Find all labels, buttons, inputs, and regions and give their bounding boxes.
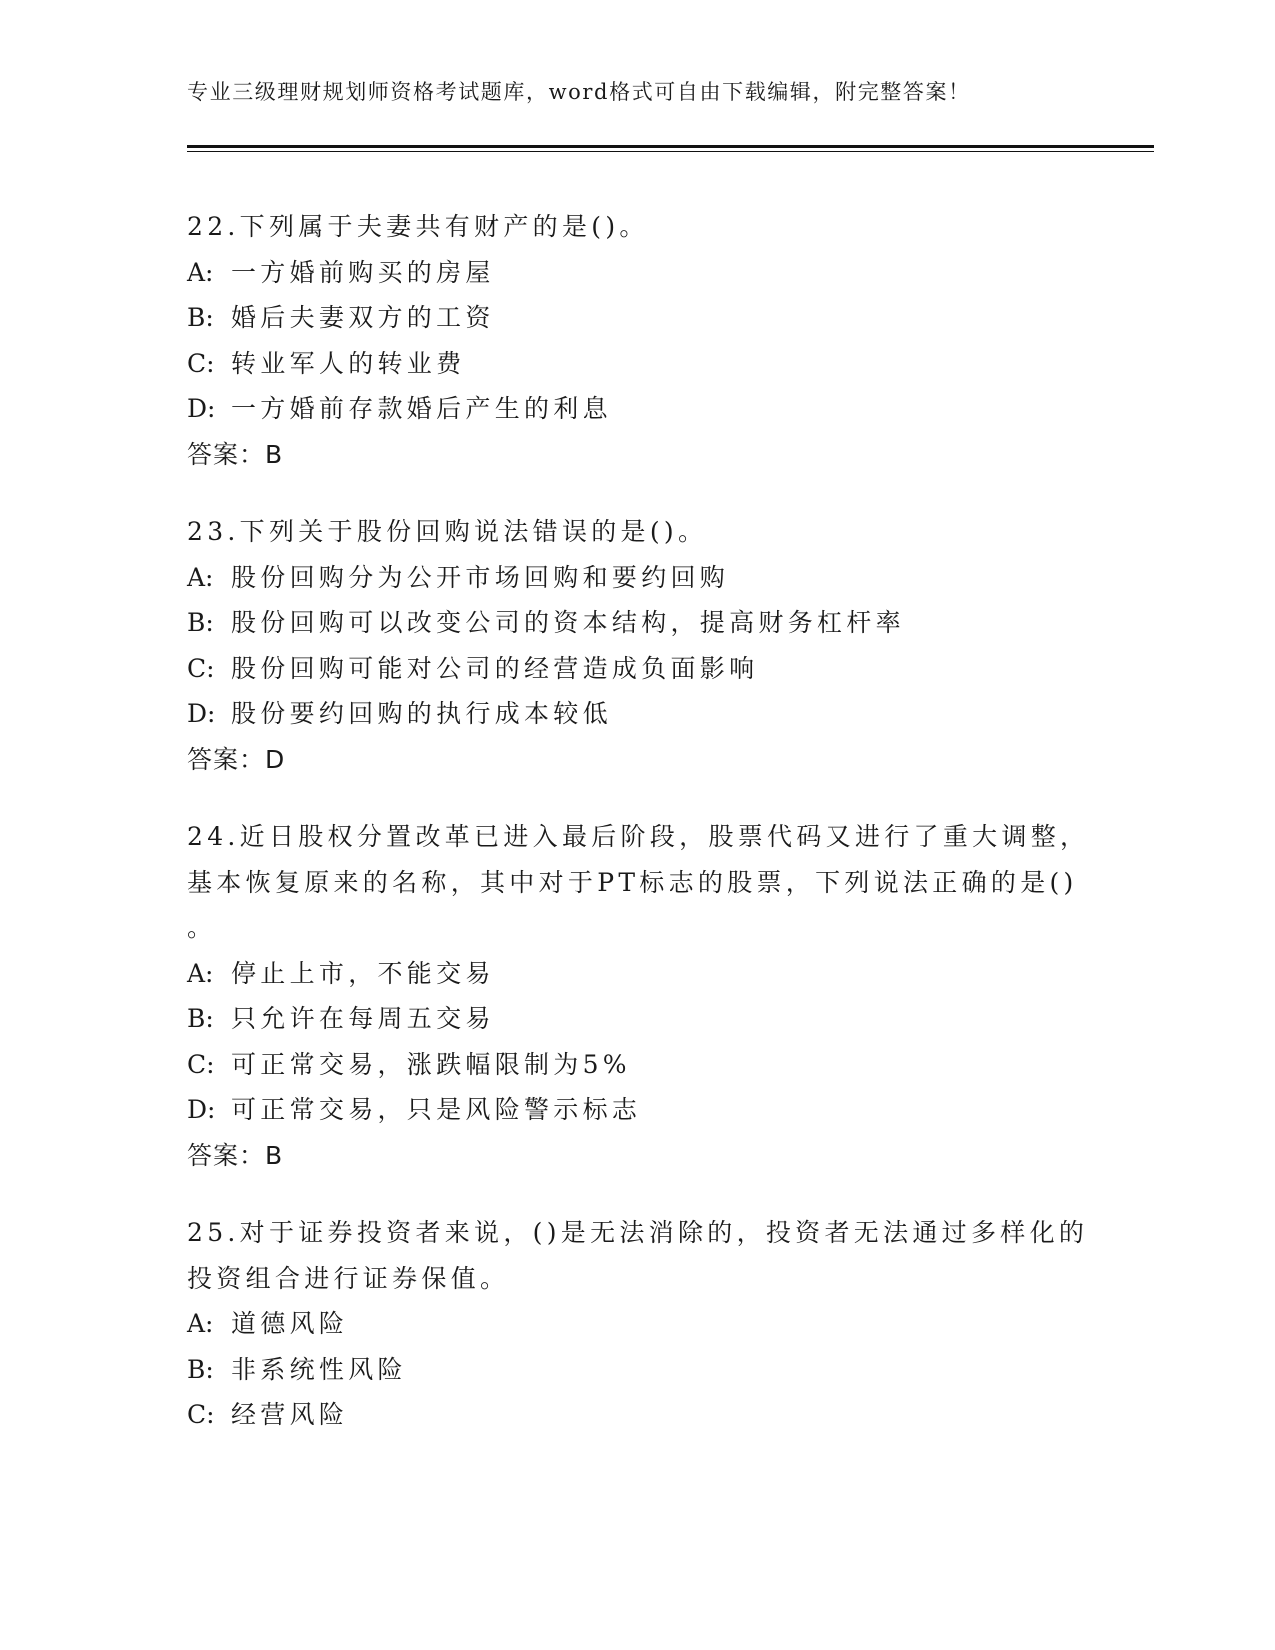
option-text: 股份回购可能对公司的经营造成负面影响 bbox=[231, 653, 759, 683]
option-letter: B: bbox=[187, 1354, 214, 1384]
option-text: 停止上市，不能交易 bbox=[231, 958, 495, 988]
option-text: 可正常交易，只是风险警示标志 bbox=[231, 1095, 642, 1124]
option-text: 股份要约回购的执行成本较低 bbox=[231, 699, 612, 728]
question-stem-continued: 投资组合进行证券保值。 bbox=[187, 1263, 510, 1293]
option-text: 非系统性风险 bbox=[231, 1354, 407, 1384]
option-a bbox=[187, 250, 1087, 296]
option-c bbox=[187, 1392, 1087, 1438]
question-stem: 23.下列关于股份回购说法错误的是()。 bbox=[187, 517, 708, 546]
option-d bbox=[187, 386, 1087, 432]
option-letter: A: bbox=[187, 1309, 214, 1338]
question-22 bbox=[187, 204, 1087, 477]
option-letter: A: bbox=[187, 562, 214, 592]
option-letter: A: bbox=[187, 257, 214, 287]
option-text: 股份回购分为公开市场回购和要约回购 bbox=[231, 562, 730, 592]
option-letter: C: bbox=[187, 348, 215, 378]
option-text: 经营风险 bbox=[231, 1400, 349, 1429]
option-d bbox=[187, 691, 1087, 737]
option-b bbox=[187, 1347, 1087, 1393]
option-text: 只允许在每周五交易 bbox=[231, 1004, 495, 1033]
answer-line: 答案：B bbox=[187, 439, 284, 469]
option-letter: C: bbox=[187, 653, 215, 683]
option-b bbox=[187, 600, 1087, 646]
question-list bbox=[187, 204, 1090, 1470]
option-b bbox=[187, 996, 1087, 1042]
question-24 bbox=[187, 814, 1090, 1178]
option-letter: D: bbox=[187, 1095, 216, 1124]
option-text: 一方婚前购买的房屋 bbox=[231, 257, 495, 287]
question-stem: 24.近日股权分置改革已进入最后阶段，股票代码又进行了重大调整， bbox=[187, 822, 1090, 851]
option-text: 一方婚前存款婚后产生的利息 bbox=[231, 394, 612, 423]
option-d bbox=[187, 1087, 1087, 1133]
option-letter: A: bbox=[187, 958, 214, 988]
option-letter: B: bbox=[187, 1004, 214, 1033]
option-c bbox=[187, 1042, 1087, 1088]
option-text: 婚后夫妻双方的工资 bbox=[231, 303, 495, 332]
option-letter: B: bbox=[187, 303, 214, 332]
option-letter: B: bbox=[187, 608, 214, 637]
header-rule-thin bbox=[187, 151, 1154, 152]
option-a bbox=[187, 555, 1087, 601]
option-a bbox=[187, 951, 1087, 997]
answer-line: 答案：B bbox=[187, 1140, 284, 1170]
option-letter: D: bbox=[187, 394, 216, 423]
option-c bbox=[187, 341, 1087, 387]
question-stem-continued: 基本恢复原来的名称，其中对于PT标志的股票，下列说法正确的是() bbox=[187, 867, 1078, 897]
answer-line: 答案：D bbox=[187, 744, 286, 774]
question-23 bbox=[187, 509, 1087, 782]
option-letter: D: bbox=[187, 699, 216, 728]
option-letter: C: bbox=[187, 1049, 215, 1079]
option-c bbox=[187, 646, 1087, 692]
option-letter: C: bbox=[187, 1400, 215, 1429]
option-text: 道德风险 bbox=[231, 1309, 349, 1338]
question-25 bbox=[187, 1210, 1087, 1438]
option-a bbox=[187, 1301, 1087, 1347]
option-b bbox=[187, 295, 1087, 341]
page-header: 专业三级理财规划师资格考试题库，word格式可自由下载编辑，附完整答案！ bbox=[187, 80, 971, 104]
question-stem-continued: 。 bbox=[187, 913, 217, 942]
option-text: 股份回购可以改变公司的资本结构，提高财务杠杆率 bbox=[231, 608, 905, 637]
question-stem: 25.对于证券投资者来说，()是无法消除的，投资者无法通过多样化的 bbox=[187, 1218, 1089, 1247]
option-text: 可正常交易，涨跌幅限制为5% bbox=[231, 1049, 631, 1079]
question-stem: 22.下列属于夫妻共有财产的是()。 bbox=[187, 212, 649, 241]
option-text: 转业军人的转业费 bbox=[231, 348, 466, 378]
header-rule-thick bbox=[187, 145, 1154, 148]
